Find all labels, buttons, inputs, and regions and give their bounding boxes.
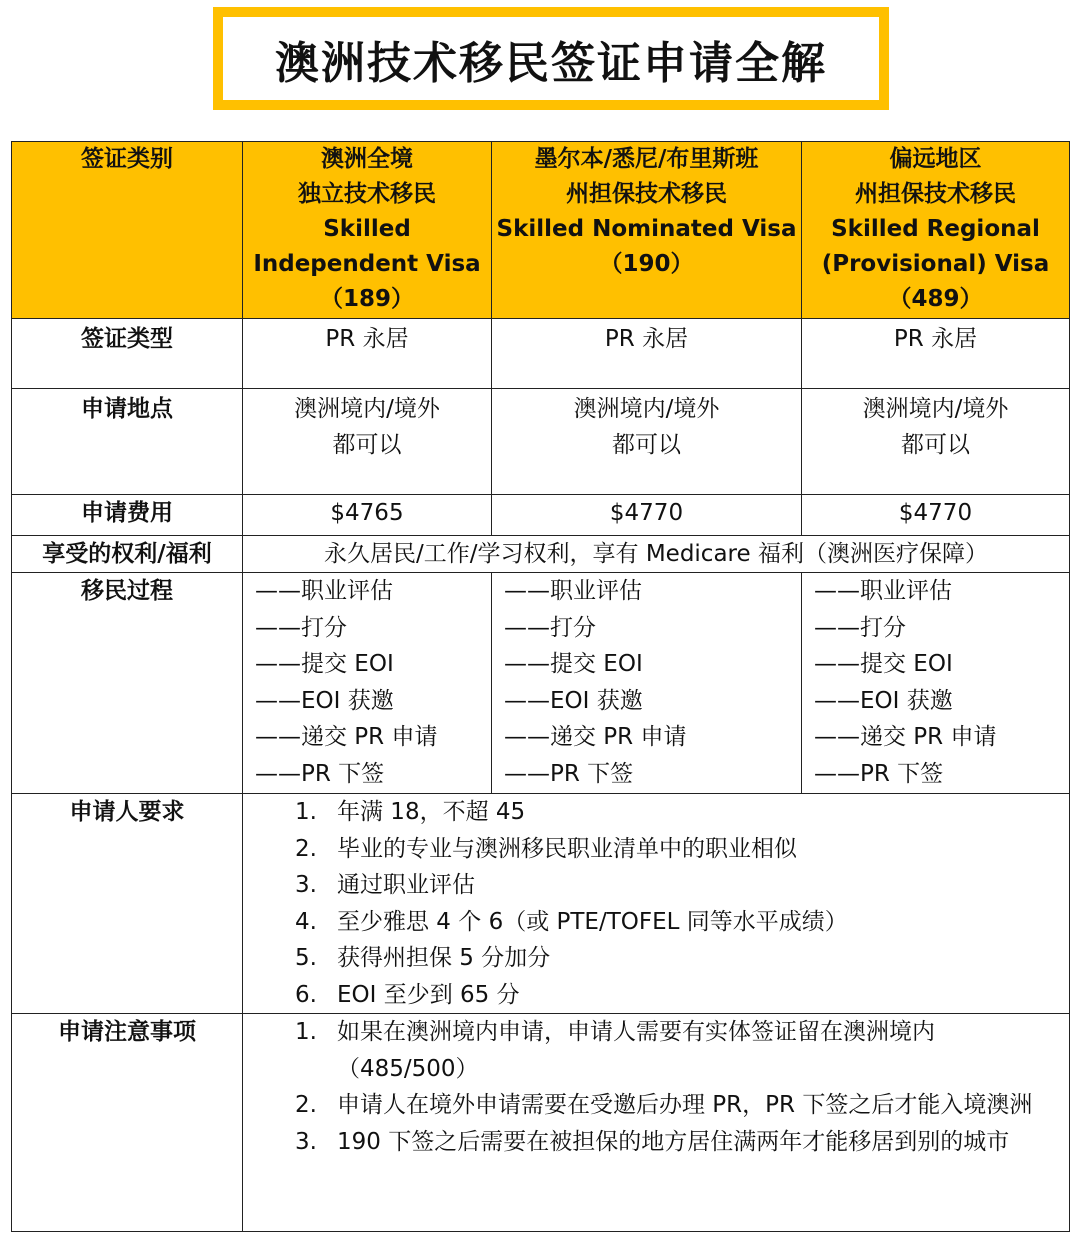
header-row (12, 142, 1070, 319)
list-item (243, 977, 1069, 1014)
visa-type-value: PR 永居 (492, 319, 802, 389)
header-line: (Provisional) Visa (821, 251, 1050, 277)
page-title: 澳洲技术移民签证申请全解 (275, 37, 827, 89)
list-item (243, 1087, 1069, 1124)
fee-value: $4765 (243, 495, 492, 536)
location-value (802, 389, 1070, 495)
header-line: Skilled (323, 216, 411, 242)
list-text: 如果在澳洲境内申请，申请人需要有实体签证留在澳洲境内（485/500） (337, 1019, 935, 1082)
visa-type-value: PR 永居 (802, 319, 1070, 389)
list-item (243, 1014, 1069, 1087)
list-number: 1. (295, 799, 317, 825)
location-line: 澳洲境内/境外 (862, 396, 1009, 422)
process-step: ——职业评估 (255, 578, 393, 604)
list-number: 2. (295, 835, 317, 862)
process-step: ——EOI 获邀 (504, 687, 643, 714)
list-item (243, 794, 1069, 831)
header-label: 签证类别 (81, 146, 173, 172)
process-step: ——递交 PR 申请 (504, 724, 687, 750)
process-step: ——打分 (255, 614, 347, 641)
list-number: 1. (295, 1019, 317, 1045)
process-steps-189 (243, 573, 492, 794)
requirements-list (243, 794, 1069, 1013)
fee-value: $4770 (492, 495, 802, 536)
visa-comparison-table (11, 141, 1070, 1232)
process-step: ——打分 (814, 614, 906, 641)
list-number: 2. (295, 1092, 317, 1118)
list-item (243, 867, 1069, 904)
process-steps-489 (802, 573, 1070, 794)
list-number: 3. (295, 872, 317, 898)
list-text: 通过职业评估 (337, 872, 475, 898)
process-steps-190 (492, 573, 802, 794)
location-line: 澳洲境内/境外 (294, 396, 440, 422)
process-row (12, 573, 1070, 794)
header-line: Skilled Regional (831, 216, 1040, 242)
header-line: （489） (888, 286, 983, 312)
row-label-benefits: 享受的权利/福利 (12, 536, 243, 573)
requirements-list-cell (243, 794, 1070, 1014)
process-step: ——提交 EOI (255, 651, 394, 677)
header-line: 州担保技术移民 (855, 181, 1016, 207)
header-line: 州担保技术移民 (566, 181, 727, 207)
process-step: ——职业评估 (814, 578, 952, 604)
process-step: ——PR 下签 (255, 760, 385, 787)
header-line: 偏远地区 (889, 146, 982, 172)
title-banner (213, 7, 889, 110)
list-number: 5. (295, 945, 317, 971)
process-step: ——递交 PR 申请 (814, 724, 997, 750)
process-step: ——职业评估 (504, 578, 642, 604)
header-line: 独立技术移民 (298, 181, 436, 207)
list-item (243, 831, 1069, 868)
process-step: ——提交 EOI (814, 651, 953, 677)
header-col-489 (802, 142, 1070, 319)
process-step: ——打分 (504, 614, 596, 641)
process-step: ——PR 下签 (814, 760, 944, 787)
list-text: 申请人在境外申请需要在受邀后办理 PR，PR 下签之后才能入境澳洲 (337, 1092, 1033, 1118)
location-value (243, 389, 492, 495)
process-step: ——提交 EOI (504, 651, 643, 677)
header-line: Independent Visa (253, 251, 481, 277)
list-text: EOI 至少到 65 分 (337, 981, 520, 1008)
list-number: 3. (295, 1128, 317, 1155)
notes-list-cell (243, 1014, 1070, 1232)
fee-value: $4770 (802, 495, 1070, 536)
list-item (243, 940, 1069, 977)
process-step: ——递交 PR 申请 (255, 724, 438, 750)
header-label-cell (12, 142, 243, 319)
header-col-190 (492, 142, 802, 319)
header-line: （189） (319, 286, 414, 312)
header-line: 墨尔本/悉尼/布里斯班 (534, 146, 759, 172)
header-line: （190） (599, 251, 694, 277)
location-line: 都可以 (332, 432, 402, 458)
row-label-visa-type: 签证类型 (12, 319, 243, 389)
row-label-fee: 申请费用 (12, 495, 243, 536)
list-text: 毕业的专业与澳洲移民职业清单中的职业相似 (337, 835, 797, 862)
list-text: 至少雅思 4 个 6（或 PTE/TOFEL 同等水平成绩） (337, 908, 848, 935)
benefits-value: 永久居民/工作/学习权利，享有 Medicare 福利（澳洲医疗保障） (243, 536, 1070, 573)
row-label-process: 移民过程 (12, 573, 243, 794)
location-line: 都可以 (901, 432, 970, 458)
header-line: 澳洲全境 (321, 146, 413, 172)
list-number: 6. (295, 981, 317, 1008)
header-col-189 (243, 142, 492, 319)
process-step: ——EOI 获邀 (255, 687, 394, 714)
list-text: 190 下签之后需要在被担保的地方居住满两年才能移居到别的城市 (337, 1128, 1010, 1155)
list-text: 年满 18，不超 45 (337, 799, 526, 825)
list-item (243, 904, 1069, 941)
benefits-row (12, 536, 1070, 573)
location-line: 都可以 (612, 432, 681, 458)
requirements-row (12, 794, 1070, 1014)
list-number: 4. (295, 908, 317, 935)
visa-type-value: PR 永居 (243, 319, 492, 389)
location-row (12, 389, 1070, 495)
visa-type-row (12, 319, 1070, 389)
row-label-location: 申请地点 (12, 389, 243, 495)
notes-row (12, 1014, 1070, 1232)
process-step: ——PR 下签 (504, 760, 634, 787)
notes-list (243, 1014, 1069, 1160)
list-item (243, 1124, 1069, 1161)
row-label-notes: 申请注意事项 (12, 1014, 243, 1232)
fee-row (12, 495, 1070, 536)
list-text: 获得州担保 5 分加分 (337, 945, 551, 971)
location-value (492, 389, 802, 495)
row-label-requirements: 申请人要求 (12, 794, 243, 1014)
location-line: 澳洲境内/境外 (573, 396, 720, 422)
process-step: ——EOI 获邀 (814, 687, 953, 714)
header-line: Skilled Nominated Visa (496, 216, 797, 242)
